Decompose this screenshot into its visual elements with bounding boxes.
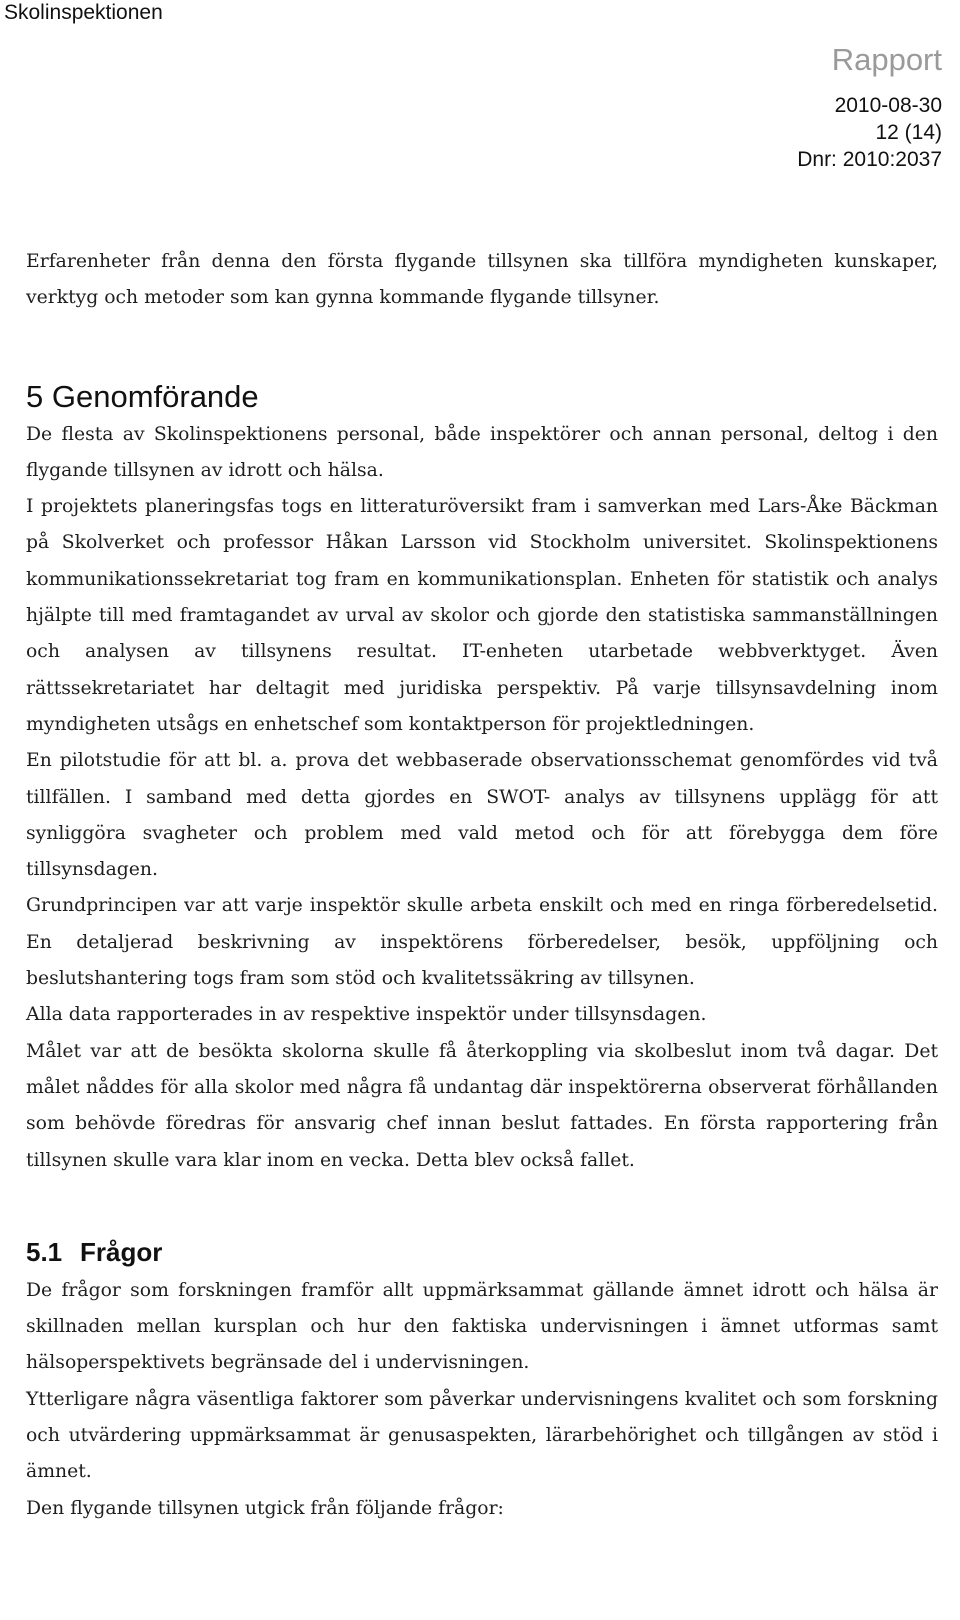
subsection-number: 5.1	[26, 1236, 63, 1267]
subsection-paragraph: Ytterligare några väsentliga faktorer som påverkar undervisningens kvalitet och som forskning och utvärdering uppmärksammat är genusaspekten, lärarbehörighet och tillgången av stöd i ämnet.	[26, 1388, 938, 1483]
section-paragraph: Alla data rapporterades in av respektive inspektör under tillsynsdagen.	[26, 1004, 707, 1026]
document-body	[26, 244, 938, 1527]
section-heading: 5 Genomförande	[26, 378, 259, 414]
report-label: Rapport	[831, 42, 942, 77]
section-paragraph: I projektets planeringsfas togs en litteraturöversikt fram i samverkan med Lars-Åke Bäckman på Skolverket och professor Håkan Larsson vid Stockholm universitet. Skolinspektionens kommunikationssekretariat tog fram en kommunikationsplan. Enheten för statistik och analys hjälpte till med framtagandet av urval av skolor och gjorde den statistiska sammanställningen och analysen av tillsynens resultat. IT-enheten utarbetade webbverktyget. Även rättssekretariatet har deltagit med juridiska perspektiv. På varje tillsynsavdelning inom myndigheten utsågs en enhetschef som kontaktperson för projektledningen.	[26, 496, 938, 735]
section-paragraph: Grundprincipen var att varje inspektör skulle arbeta enskilt och med en ringa förberedelsetid. En detaljerad beskrivning av inspektörens förberedelser, besök, uppföljning och beslutshantering togs fram som stöd och kvalitetssäkring av tillsynen.	[26, 895, 938, 990]
report-meta	[797, 40, 942, 173]
subsection-heading	[26, 1235, 938, 1269]
subsection-paragraph: Den flygande tillsynen utgick från följande frågor:	[26, 1497, 504, 1519]
organization-name: Skolinspektionen	[4, 1, 163, 24]
subsection-title: Frågor	[80, 1236, 163, 1267]
section-paragraph: En pilotstudie för att bl. a. prova det webbaserade observationsschemat genomfördes vid två tillfällen. I samband med detta gjordes en SWOT- analys av tillsynens upplägg för att synliggöra svagheter och problem med vald metod och för att förebygga dem före tillsynsdagen.	[26, 750, 938, 881]
report-date: 2010-08-30	[834, 94, 942, 117]
intro-paragraph: Erfarenheter från denna den första flygande tillsynen ska tillföra myndigheten kunskaper, verktyg och metoder som kan gynna kommande flygande tillsyner.	[26, 251, 938, 309]
section-paragraph: De flesta av Skolinspektionens personal, både inspektörer och annan personal, deltog i den flygande tillsynen av idrott och hälsa.	[26, 423, 938, 481]
diary-number: Dnr: 2010:2037	[797, 148, 942, 171]
section-paragraph: Målet var att de besökta skolorna skulle få återkoppling via skolbeslut inom två dagar. Det målet nåddes för alla skolor med några få undantag där inspektörerna observerat förhållanden som behövde föredras för ansvarig chef innan beslut fattades. En första rapportering från tillsynen skulle vara klar inom en vecka. Detta blev också fallet.	[26, 1040, 938, 1171]
subsection-paragraph: De frågor som forskningen framför allt uppmärksammat gällande ämnet idrott och hälsa är skillnaden mellan kursplan och hur den faktiska undervisningen i ämnet utformas samt hälsoperspektivets begränsade del i undervisningen.	[26, 1279, 938, 1374]
page-number: 12 (14)	[875, 121, 942, 144]
